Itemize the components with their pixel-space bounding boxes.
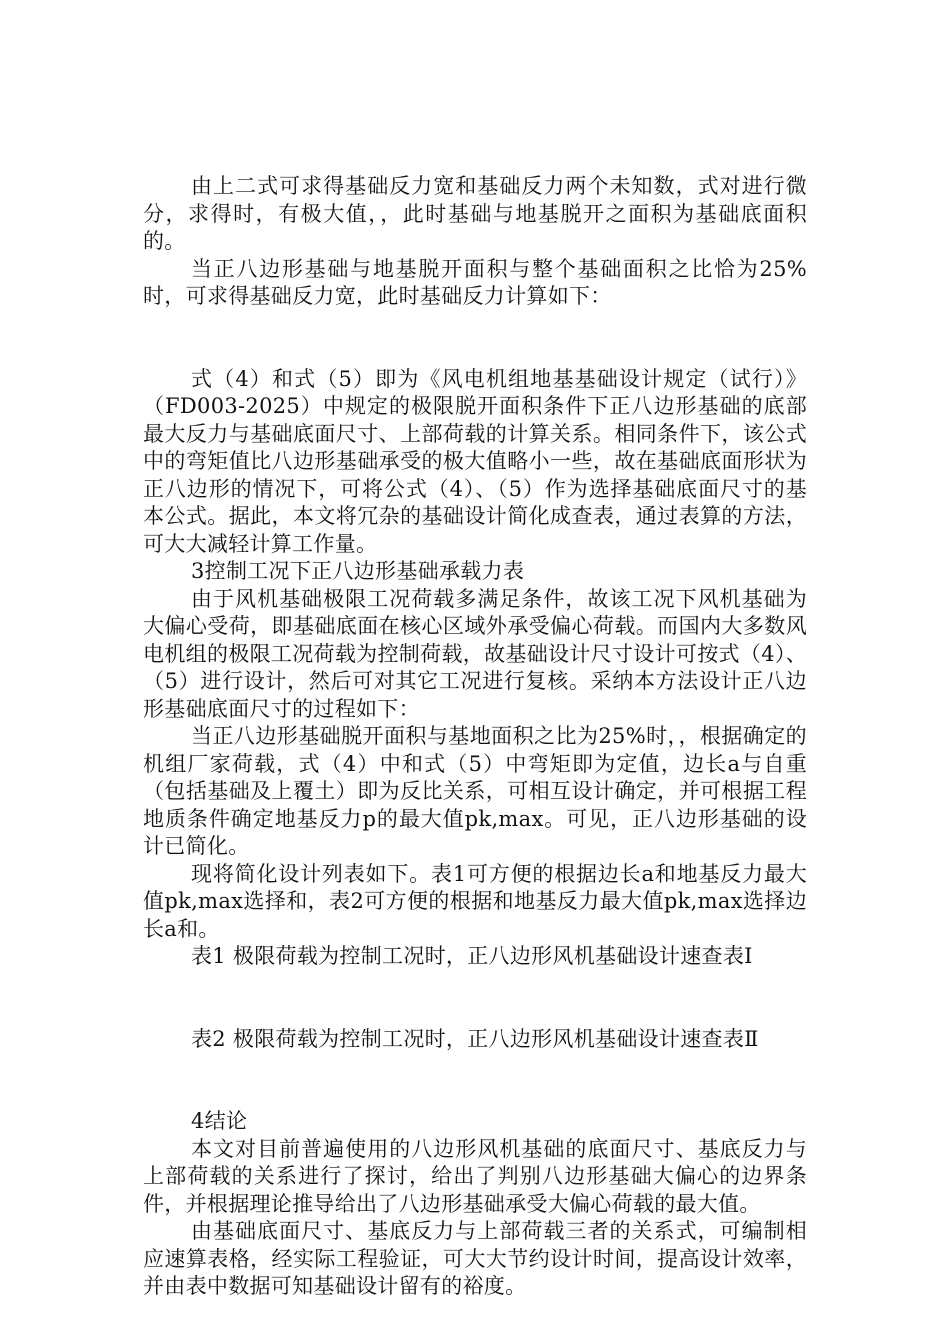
table-1-caption: 表1 极限荷载为控制工况时，正八边形风机基础设计速查表Ⅰ — [191, 944, 753, 968]
paragraph-conclusion-1: 本文对目前普遍使用的八边形风机基础的底面尺寸、基底反力与上部荷载的关系进行了探讨，给出了判别八边形基础大偏心的边界条件，并根据理论推导给出了八边形基础承受大偏心荷载的最大值。 — [143, 1136, 807, 1216]
paragraph-detach-area-25: 当正八边形基础与地基脱开面积与整个基础面积之比恰为25%时，可求得基础反力宽，此时基础反力计算如下： — [143, 256, 807, 308]
paragraph-conclusion-2: 由基础底面尺寸、基底反力与上部荷载三者的关系式，可编制相应速算表格，经实际工程验证，可大大节约设计时间，提高设计效率，并由表中数据可知基础设计留有的裕度。 — [143, 1219, 807, 1298]
paragraph-design-process: 当正八边形基础脱开面积与基地面积之比为25%时，，根据确定的机组厂家荷载，式（4）中和式（5）中弯矩即为定值，边长a与自重（包括基础及上覆土）即为反比关系，可相互设计确定，并可根据工程地质条件确定地基反力p的最大值pk,max。可见，正八边形基础的设计已简化。 — [143, 724, 807, 858]
table-2-caption: 表2 极限荷载为控制工况时，正八边形风机基础设计速查表Ⅱ — [191, 1026, 759, 1051]
paragraph-reaction-width: 由上二式可求得基础反力宽和基础反力两个未知数，式对进行微分，求得时，有极大值，，此时基础与地基脱开之面积为基础底面积的。 — [143, 174, 807, 253]
table-2-placeholder — [143, 1053, 807, 1108]
section-heading-4: 4结论 — [191, 1109, 248, 1133]
paragraph-table-intro: 现将简化设计列表如下。表1可方便的根据边长a和地基反力最大值pk,max选择和，表2可方便的根据和地基反力最大值pk,max选择边长a和。 — [143, 861, 807, 941]
document-body — [143, 173, 807, 1301]
table-1-placeholder — [143, 971, 807, 1026]
paragraph-formula-4-5: 式（4）和式（5）即为《风电机组地基基础设计规定（试行）》（FD003-2025）中规定的极限脱开面积条件下正八边形基础的底部最大反力与基础底面尺寸、上部荷载的计算关系。相同条件下，该公式中的弯矩值比八边形基础承受的极大值略小一些，故在基础底面形状为正八边形的情况下，可将公式（4）、（5）作为选择基础底面尺寸的基本公式。据此，本文将冗杂的基础设计简化成查表，通过表算的方法，可大大减轻计算工作量。 — [143, 366, 807, 556]
section-heading-3: 3控制工况下正八边形基础承载力表 — [191, 559, 525, 583]
formula-placeholder — [143, 311, 807, 366]
paragraph-extreme-load: 由于风机基础极限工况荷载多满足条件，故该工况下风机基础为大偏心受荷，即基础底面在核心区域外承受偏心荷载。而国内大多数风电机组的极限工况荷载为控制荷载，故基础设计尺寸设计可按式（4）、（5）进行设计，然后可对其它工况进行复核。采纳本方法设计正八边形基础底面尺寸的过程如下： — [143, 586, 807, 721]
